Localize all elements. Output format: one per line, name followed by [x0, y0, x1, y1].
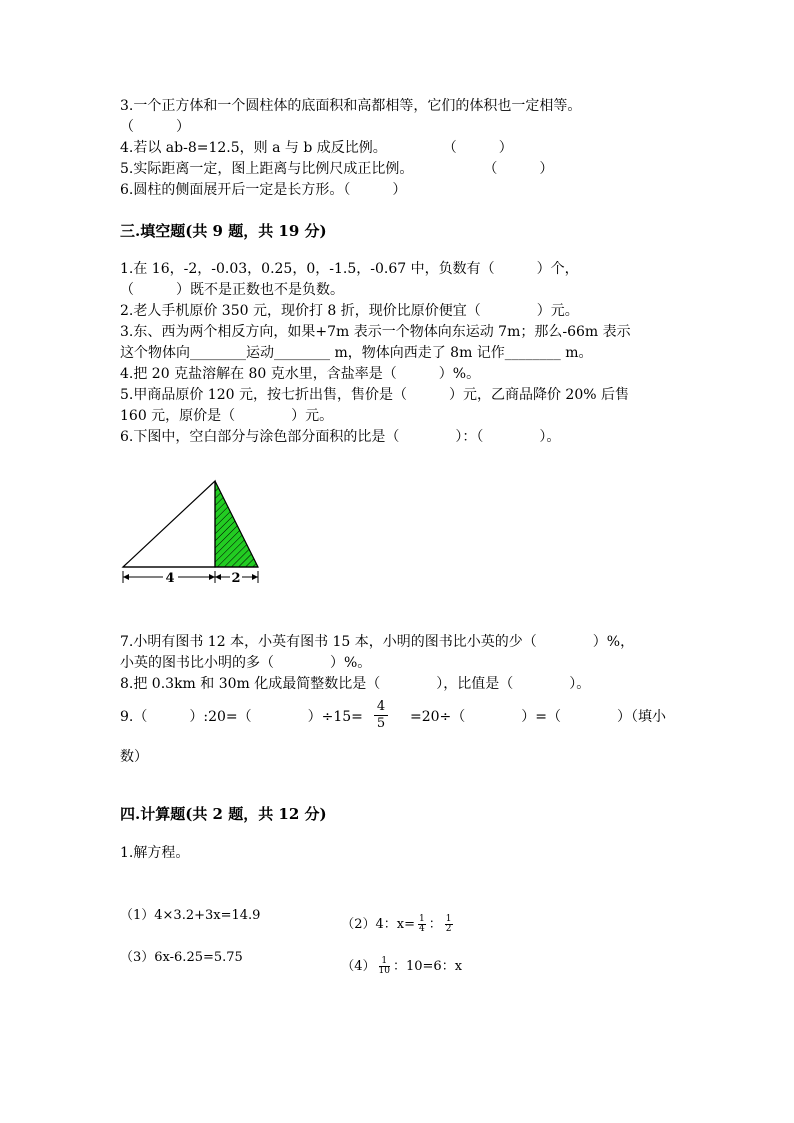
- section3-title: 三.填空题(共 9 题，共 19 分): [120, 222, 327, 240]
- left-length-label: 4: [165, 571, 175, 586]
- fill-q9-fraction: [374, 699, 388, 732]
- judge-q3-line2: （ ）: [120, 119, 190, 135]
- judge-q6: 6.圆柱的侧面展开后一定是长方形。（ ）: [120, 182, 407, 198]
- fill-q1-line2: （ ）既不是正数也不是负数。: [120, 282, 344, 298]
- judge-q3-line1: 3.一个正方体和一个圆柱体的底面积和高都相等，它们的体积也一定相等。: [120, 98, 582, 114]
- section4-title: 四.计算题(共 2 题，共 12 分): [120, 805, 327, 823]
- fill-q5-line2: 160 元，原价是（ ）元。: [120, 408, 334, 424]
- equation-2: [333, 898, 456, 934]
- fill-q9-part-c: 数）: [120, 749, 148, 765]
- equation-3: （3）6x-6.25=5.75: [120, 950, 243, 965]
- fill-q1-line1: 1.在 16，-2，-0.03，0.25，0，-1.5，-0.67 中，负数有（ ）个，: [120, 261, 579, 277]
- shaded-triangle: [215, 481, 258, 567]
- calc-q1: 1.解方程。: [120, 845, 190, 861]
- equation-1: （1）4×3.2+3x=14.9: [120, 908, 261, 923]
- fraction-numerator: 4: [376, 699, 386, 714]
- fill-q5-line1: 5.甲商品原价 120 元，按七折出售，售价是（ ）元，乙商品降价 20% 后售: [120, 387, 629, 403]
- fill-q2: 2.老人手机原价 350 元，现价打 8 折，现价比原价便宜（ ）元。: [120, 303, 579, 319]
- triangle-figure: [118, 475, 268, 590]
- judge-q5: 5.实际距离一定，图上距离与比例尺成正比例。 （ ）: [120, 161, 554, 177]
- equation-4-prefix: （4）: [341, 959, 376, 974]
- fill-q4: 4.把 20 克盐溶解在 80 克水里，含盐率是（ ）%。: [120, 366, 481, 382]
- fraction-one-quarter: $\frac{1}{4}$: [419, 914, 425, 934]
- fill-q7-line2: 小英的图书比小明的多（ ）%。: [120, 655, 372, 671]
- fill-q8: 8.把 0.3km 和 30m 化成最简整数比是（ ），比值是（ ）。: [120, 676, 591, 692]
- fill-q6: 6.下图中，空白部分与涂色部分面积的比是（ ）：（ ）。: [120, 429, 561, 445]
- equation-4-suffix: ：10=6：x: [393, 959, 463, 974]
- fraction-denominator: 5: [374, 715, 388, 732]
- equation-2-colon: ：: [428, 917, 442, 932]
- fraction-one-half: $\frac{1}{2}$: [445, 914, 452, 934]
- right-length-label: 2: [231, 571, 241, 586]
- fill-q3-line1: 3.东、西为两个相反方向，如果+7m 表示一个物体向东运动 7m；那么-66m 表示: [120, 324, 631, 340]
- fill-q7-line1: 7.小明有图书 12 本，小英有图书 15 本，小明的图书比小英的少（ ）%，: [120, 634, 635, 650]
- equation-2-prefix: （2）4：x=: [341, 917, 416, 932]
- equation-4: [333, 940, 462, 976]
- fraction-one-tenth: $\frac{1}{10}$: [378, 956, 390, 976]
- fill-q9-part-a: 9.（ ）:20=（ ）÷15=: [120, 709, 363, 725]
- fill-q9-part-b: =20÷（ ）=（ ）（填小: [410, 709, 667, 725]
- fill-q3-line2: 这个物体向________运动________ m，物体向西走了 8m 记作________ m。: [120, 345, 593, 361]
- judge-q4: 4.若以 ab-8=12.5，则 a 与 b 成反比例。 （ ）: [120, 140, 513, 156]
- blank-triangle: [123, 481, 215, 567]
